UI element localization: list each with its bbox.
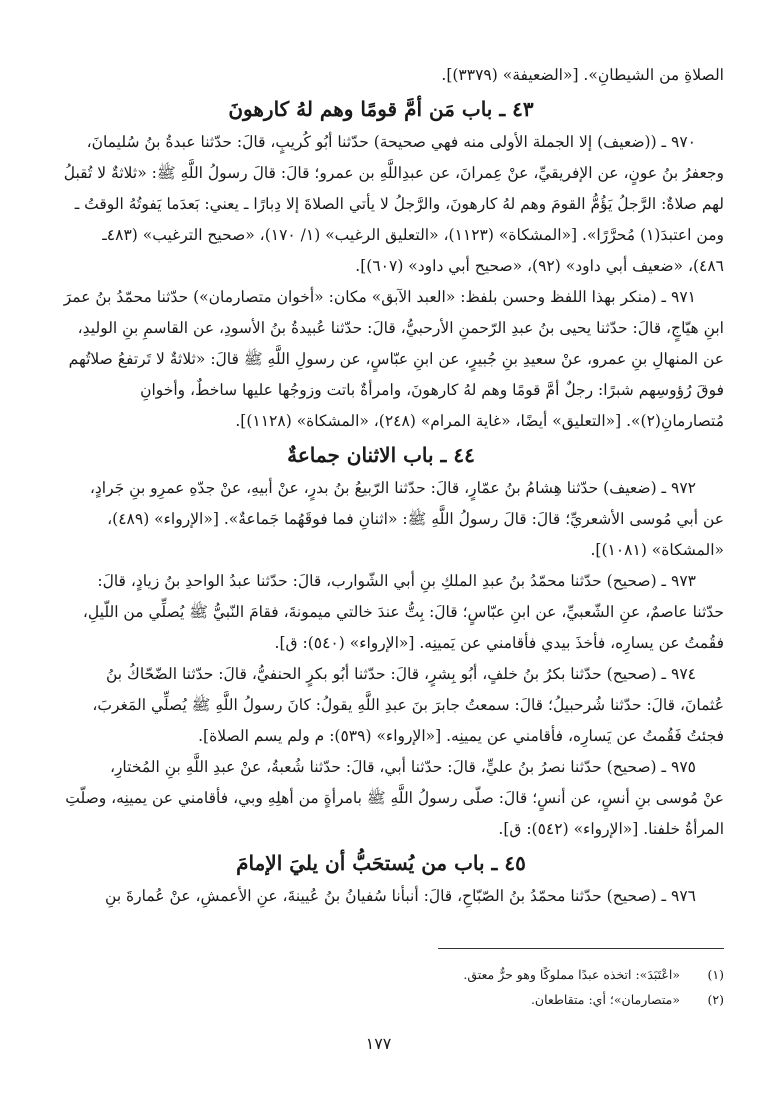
page-body <box>38 60 724 912</box>
footnote-text: «اعْتَبَدَ»: اتخذه عبدًا مملوكًا وهو حرٌّ معتق. <box>463 967 681 982</box>
body-line: وجعفرُ بنُ عونٍ، عن الإفريقيِّ، عنْ عِمرانَ، عن عبدِاللَّهِ بن عمرو؛ قالَ: قالَ رسولُ اللَّهِ ﷺ: «ثلاثةٌ لا تُقبلُ <box>63 164 724 182</box>
body-line: الصلاةِ من الشيطانِ». [«الضعيفة» (٣٣٧٩)]. <box>441 66 724 84</box>
footnotes <box>38 962 724 1012</box>
body-line: فجئتُ فَقُمتُ عن يَسارِه، فأقامني عن يمينِه. [«الإرواء» (٥٣٩): م ولم يسم الصلاة]. <box>198 727 724 745</box>
body-line: عن أبي مُوسى الأشعريِّ؛ قالَ: قالَ رسولُ اللَّهِ ﷺ: «اثنانِ فما فوقَهُما جَماعةٌ». [«الإرواء» (٤٨٩)، <box>107 510 724 528</box>
body-line: المرأةُ خلفنا. [«الإرواء» (٥٤٢): ق]. <box>498 820 724 838</box>
body-line: ومن اعتبدَ(١) مُحرَّرًا». [«المشكاة» (١١٢٣)، «التعليق الرغيب» (١/ ١٧٠)، «صحيح الترغيب» (٤٨٣ـ <box>102 226 724 244</box>
page-number: ١٧٧ <box>365 1034 392 1053</box>
hadith-976-line: ٩٧٦ ـ (صحيح) حدّثنا محمّدُ بنُ الصّبّاحِ، قالَ: أنبأنا سُفيانُ بنُ عُيينةَ، عنِ الأعمشِ، عنْ عُمارةَ بنِ <box>105 887 696 905</box>
body-line: فقُمتُ عن يسارِه، فأخذَ بيدي فأقامني عن يَمينِه. [«الإرواء» (٥٤٠): ق]. <box>274 634 724 652</box>
body-line: عُثمانَ، قالَ: حدّثنا شُرحبيلُ؛ قالَ: سمعتُ جابرَ بنَ عبدِ اللَّهِ يقولُ: كانَ رسولُ اللَّهِ ﷺ يُصلِّي المَغربَ، <box>92 696 724 714</box>
hadith-970-line: ٩٧٠ ـ ((ضعيف) إلا الجملة الأولى منه فهي صحيحة) حدّثنا أبُو كُريبٍ، قالَ: حدّثنا عبدةُ بنُ سُليمانَ، <box>86 133 696 151</box>
body-line: فوقَ رُؤوسِهم شبرًا: رجلٌ أمَّ قومًا وهم لهُ كارهونَ، وامرأةٌ باتت وزوجُها عليها ساخطٌ، وأخوانِ <box>140 381 724 399</box>
hadith-974-line: ٩٧٤ ـ (صحيح) حدّثنا بكرُ بنُ خلفٍ، أبُو بِشرٍ، قالَ: حدّثنا أبُو بكرٍ الحنفيُّ، قالَ: حدّثنا الضّحّاكُ بنُ <box>106 665 696 683</box>
body-line: عن المنهالِ بنِ عمرو، عنْ سعيدِ بنِ جُبيرٍ، عن ابنِ عبّاسٍ، عن رسولِ اللَّهِ ﷺ قالَ: «ثلاثةٌ لا تَرتفعُ صلاتُهم <box>68 350 724 368</box>
footnote-number: (٢) <box>707 992 724 1007</box>
body-line: لهم صلاةٌ: الرَّجلُ يَؤُمُّ القومَ وهم لهُ كارهونَ، والرَّجلُ لا يأتي الصلاةَ إلا دِبارًا ـ يعني: بَعدَما يَفوتُهُ الوقتُ ـ <box>74 195 724 213</box>
body-line: ٤٨٦)، «ضعيف أبي داود» (٩٢)، «صحيح أبي داود» (٦٠٧)]. <box>355 257 724 275</box>
chapter-heading: ٤٣ ـ باب مَن أمَّ قومًا وهم لهُ كارهونَ <box>228 97 534 121</box>
body-line: عنْ مُوسى بنِ أنسٍ، عن أنسٍ؛ قالَ: صلّى رسولُ اللَّهِ ﷺ بامرأةٍ من أهلِهِ وبي، فأقامني عن يمينِه، وصلّتِ <box>65 789 724 807</box>
footnote-number: (١) <box>707 967 724 982</box>
hadith-971-line: ٩٧١ ـ (منكر بهذا اللفظ وحسن بلفظ: «العبد الآبق» مكان: «أخوان متصارمان») حدّثنا محمّدُ بنُ عمرَ <box>63 288 696 306</box>
hadith-973-line: ٩٧٣ ـ (صحيح) حدّثنا محمّدُ بنُ عبدِ الملكِ بنِ أبي الشّوارب، قالَ: حدّثنا عبدُ الواحدِ بنُ زيادٍ، قالَ: <box>97 572 696 590</box>
footnote-text: «متصارمان»؛ أي: متقاطعان. <box>530 992 681 1007</box>
chapter-heading: ٤٤ ـ باب الاثنان جماعةٌ <box>287 443 475 467</box>
footnote-item <box>38 987 724 1012</box>
hadith-972-line: ٩٧٢ ـ (ضعيف) حدّثنا هِشامُ بنُ عمّارٍ، قالَ: حدّثنا الرّبيعُ بنُ بدرٍ، عنْ أبيهِ، عنْ جدّهِ عمرِو بنِ جَرادٍ، <box>89 479 696 497</box>
hadith-975-line: ٩٧٥ ـ (صحيح) حدّثنا نصرُ بنُ عليٍّ، قالَ: حدّثنا أبي، قالَ: حدّثنا شُعبةُ، عنْ عبدِ اللَّهِ بنِ المُختارِ، <box>109 758 696 776</box>
body-line: «المشكاة» (١٠٨١)]. <box>590 541 724 559</box>
chapter-heading: ٤٥ ـ باب من يُستحَبُّ أن يليَ الإمامَ <box>236 851 526 875</box>
footnote-item <box>38 962 724 987</box>
body-line: حدّثنا عاصمٌ، عنِ الشّعبيِّ، عن ابنِ عبّاسٍ؛ قالَ: بِتُّ عندَ خالتي ميمونةَ، فقامَ النّبيُّ ﷺ يُصلِّي من اللّيلِ، <box>82 603 724 621</box>
body-line: ابنِ هيّاجٍ، قالَ: حدّثنا يحيى بنُ عبدِ الرّحمنِ الأرحبيُّ، قالَ: حدّثنا عُبيدةُ بنُ الأسودِ، عن القاسمِ بنِ الوليدِ، <box>77 319 724 337</box>
footnote-divider <box>438 948 724 949</box>
body-line: مُتصارمانِ(٢)». [«التعليق» أيضًا، «غاية المرام» (٢٤٨)، «المشكاة» (١١٢٨)]. <box>235 412 724 430</box>
